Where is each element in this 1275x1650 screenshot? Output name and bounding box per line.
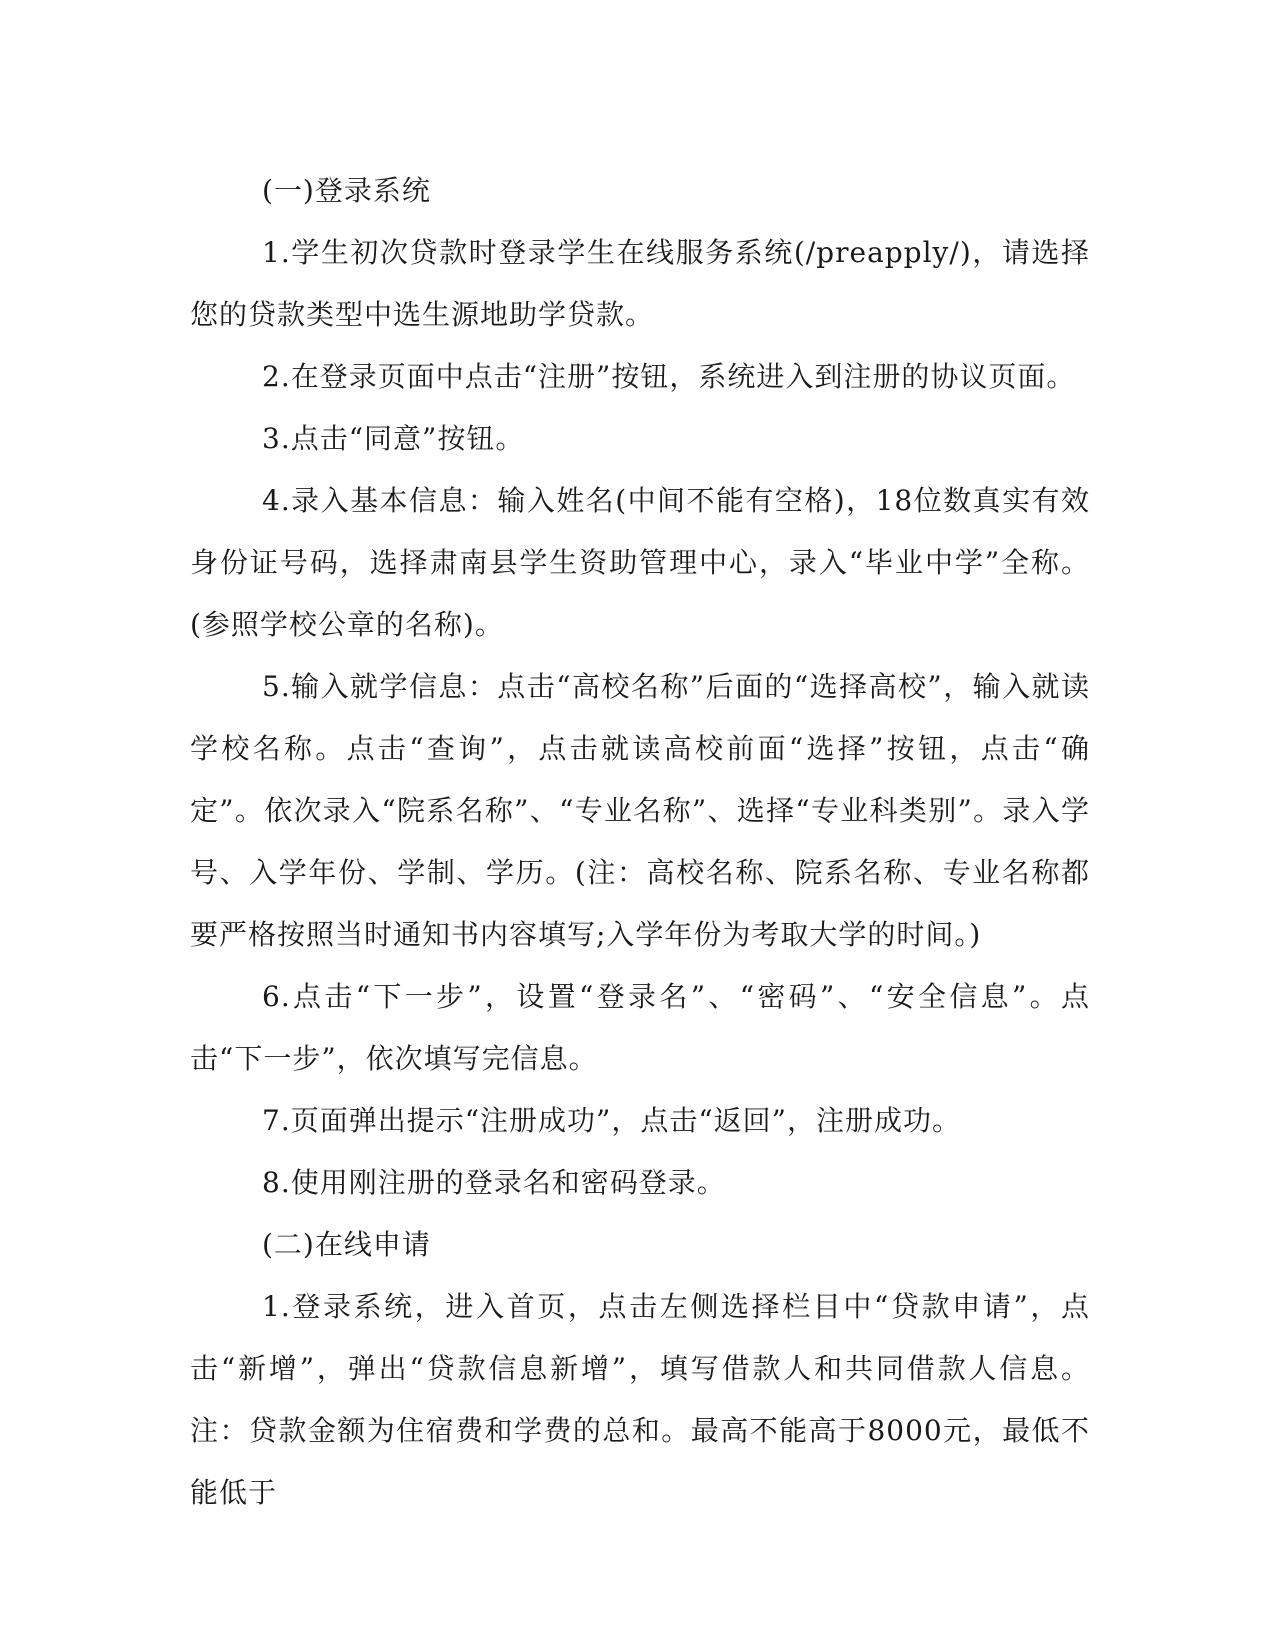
paragraph: 6.点击“下一步”，设置“登录名”、“密码”、“安全信息”。点击“下一步”，依次填写完信息。 bbox=[190, 980, 1090, 1075]
paragraph: 2.在登录页面中点击“注册”按钮，系统进入到注册的协议页面。 bbox=[262, 360, 1076, 393]
section-heading-online-application: (二)在线申请 bbox=[262, 1228, 431, 1261]
paragraph: 5.输入就学信息：点击“高校名称”后面的“选择高校”，输入就读学校名称。点击“查询”，点击就读高校前面“选择”按钮，点击“确定”。依次录入“院系名称”、“专业名称”、选择“专业科类别”。录入学号、入学年份、学制、学历。(注：高校名称、院系名称、专业名称都要严格按照当时通知书内容填写;入学年份为考取大学的时间。) bbox=[190, 670, 1090, 951]
paragraph: 7.页面弹出提示“注册成功”，点击“返回”，注册成功。 bbox=[262, 1104, 961, 1137]
paragraph: 3.点击“同意”按钮。 bbox=[262, 422, 525, 455]
document-body bbox=[190, 160, 1090, 1524]
paragraph: 8.使用刚注册的登录名和密码登录。 bbox=[262, 1166, 726, 1199]
paragraph: 1.学生初次贷款时登录学生在线服务系统(/preapply/)，请选择您的贷款类型中选生源地助学贷款。 bbox=[190, 236, 1090, 331]
paragraph: 4.录入基本信息：输入姓名(中间不能有空格)，18位数真实有效身份证号码，选择肃南县学生资助管理中心，录入“毕业中学”全称。(参照学校公章的名称)。 bbox=[190, 484, 1090, 641]
section-heading-login: (一)登录系统 bbox=[262, 174, 431, 207]
paragraph: 1.登录系统，进入首页，点击左侧选择栏目中“贷款申请”，点击“新增”，弹出“贷款信息新增”，填写借款人和共同借款人信息。注：贷款金额为住宿费和学费的总和。最高不能高于8000元，最低不能低于 bbox=[190, 1290, 1090, 1509]
